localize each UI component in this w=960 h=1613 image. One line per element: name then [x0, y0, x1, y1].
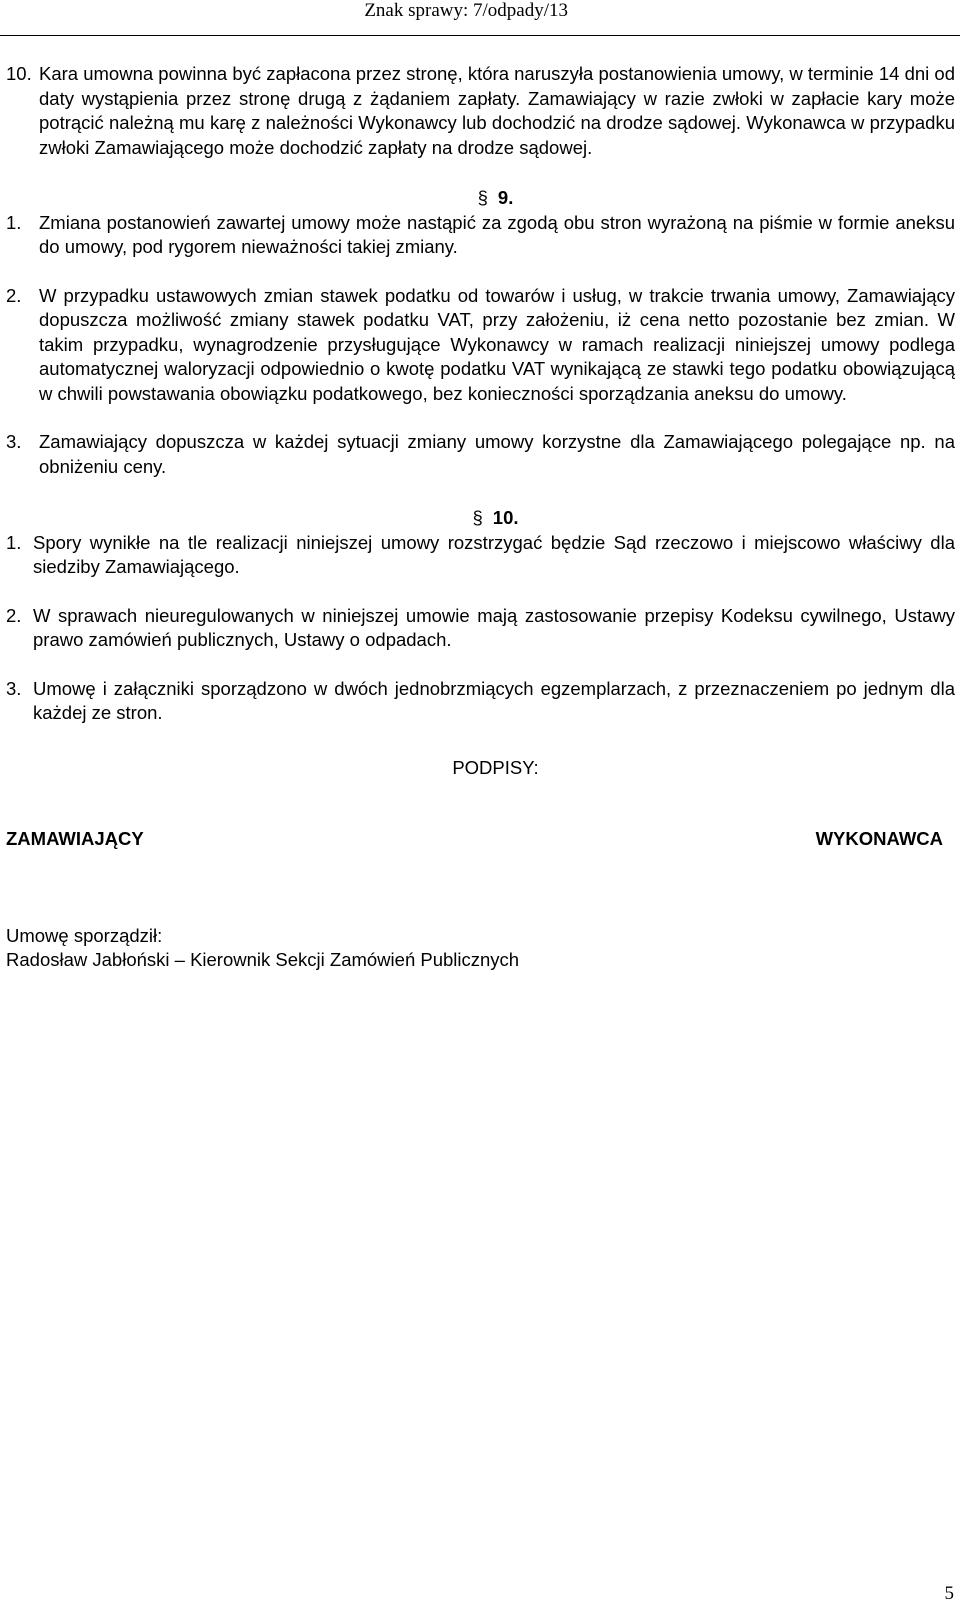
- section-9-item: [6, 284, 955, 407]
- item-number: 2.: [6, 604, 22, 626]
- section-9-heading: [6, 186, 955, 211]
- section-number: 9.: [497, 187, 514, 208]
- signatures-heading: PODPISY:: [452, 756, 539, 778]
- paragraph-symbol: §: [472, 507, 483, 528]
- section-10-item: [6, 531, 955, 580]
- item-text: W przypadku ustawowych zmian stawek podatku od towarów i usług, w trakcie trwania umowy, Zamawiający dopuszcza możliwość zmiany stawek podatku VAT, przy założeniu, iż cena netto pozostanie bez zmian. W takim przypadku, wynagrodzenie przysługujące Wykonawcy w ramach realizacji niniejszej umowy podlega automatycznej waloryzacji odpowiednio o kwotę podatku VAT wynikającą ze stawki tego podatku obowiązującą w chwili powstawania obowiązku podatkowego, bez konieczności sporządzania aneksu do umowy.: [39, 284, 955, 404]
- section-10-item: [6, 604, 955, 653]
- item-text: Spory wynikłe na tle realizacji niniejszej umowy rozstrzygać będzie Sąd rzeczowo i miejscowo właściwy dla siedziby Zamawiającego.: [33, 531, 955, 577]
- item-text: Umowę i załączniki sporządzono w dwóch jednobrzmiących egzemplarzach, z przeznaczeniem po jednym dla każdej ze stron.: [33, 677, 955, 723]
- clause-text: Kara umowna powinna być zapłacona przez stronę, która naruszyła postanowienia umowy, w terminie 14 dni od daty wystąpienia przez stronę drugą z żądaniem zapłaty. Zamawiający w razie zwłoki w zapłacie kary może potrącić należną mu karę z należności Wykonawcy lub dochodzić na drodze sądowej. Wykonawca w przypadku zwłoki Zamawiającego może dochodzić zapłaty na drodze sądowej.: [39, 63, 955, 158]
- item-number: 1.: [6, 211, 22, 233]
- section-9-item: [6, 430, 955, 479]
- prepared-by-name: Radosław Jabłoński – Kierownik Sekcji Zamówień Publicznych: [6, 949, 520, 970]
- item-number: 3.: [6, 431, 22, 452]
- signature-block: [6, 827, 955, 852]
- item-text: W sprawach nieuregulowanych w niniejszej umowie mają zastosowanie przepisy Kodeksu cywilnego, Ustawy prawo zamówień publicznych, Ustawy o odpadach.: [33, 604, 955, 650]
- prepared-by-label: Umowę sporządził:: [6, 924, 163, 946]
- paragraph-symbol: §: [477, 187, 488, 208]
- case-reference: Znak sprawy: 7/odpady/13: [364, 0, 568, 21]
- clause-number: 10.: [6, 63, 32, 84]
- section-10-heading: [6, 506, 955, 531]
- signature-ordering-party: ZAMAWIAJĄCY: [6, 828, 144, 849]
- section-10-item: [6, 677, 955, 726]
- clause-10-penalty: [6, 62, 955, 160]
- header-divider: [0, 35, 960, 36]
- section-number: 10.: [492, 507, 519, 528]
- item-number: 3.: [6, 677, 22, 699]
- item-text: Zamawiający dopuszcza w każdej sytuacji zmiany umowy korzystne dla Zamawiającego polegające np. na obniżeniu ceny.: [39, 431, 955, 477]
- page-number: 5: [944, 1583, 954, 1604]
- document-body: [6, 62, 955, 973]
- item-number: 2.: [6, 284, 22, 306]
- signature-contractor: WYKONAWCA: [815, 828, 943, 849]
- item-number: 1.: [6, 531, 22, 553]
- item-text: Zmiana postanowień zawartej umowy może nastąpić za zgodą obu stron wyrażoną na piśmie w formie aneksu do umowy, pod rygorem nieważności takiej zmiany.: [39, 211, 955, 257]
- section-9-item: [6, 211, 955, 260]
